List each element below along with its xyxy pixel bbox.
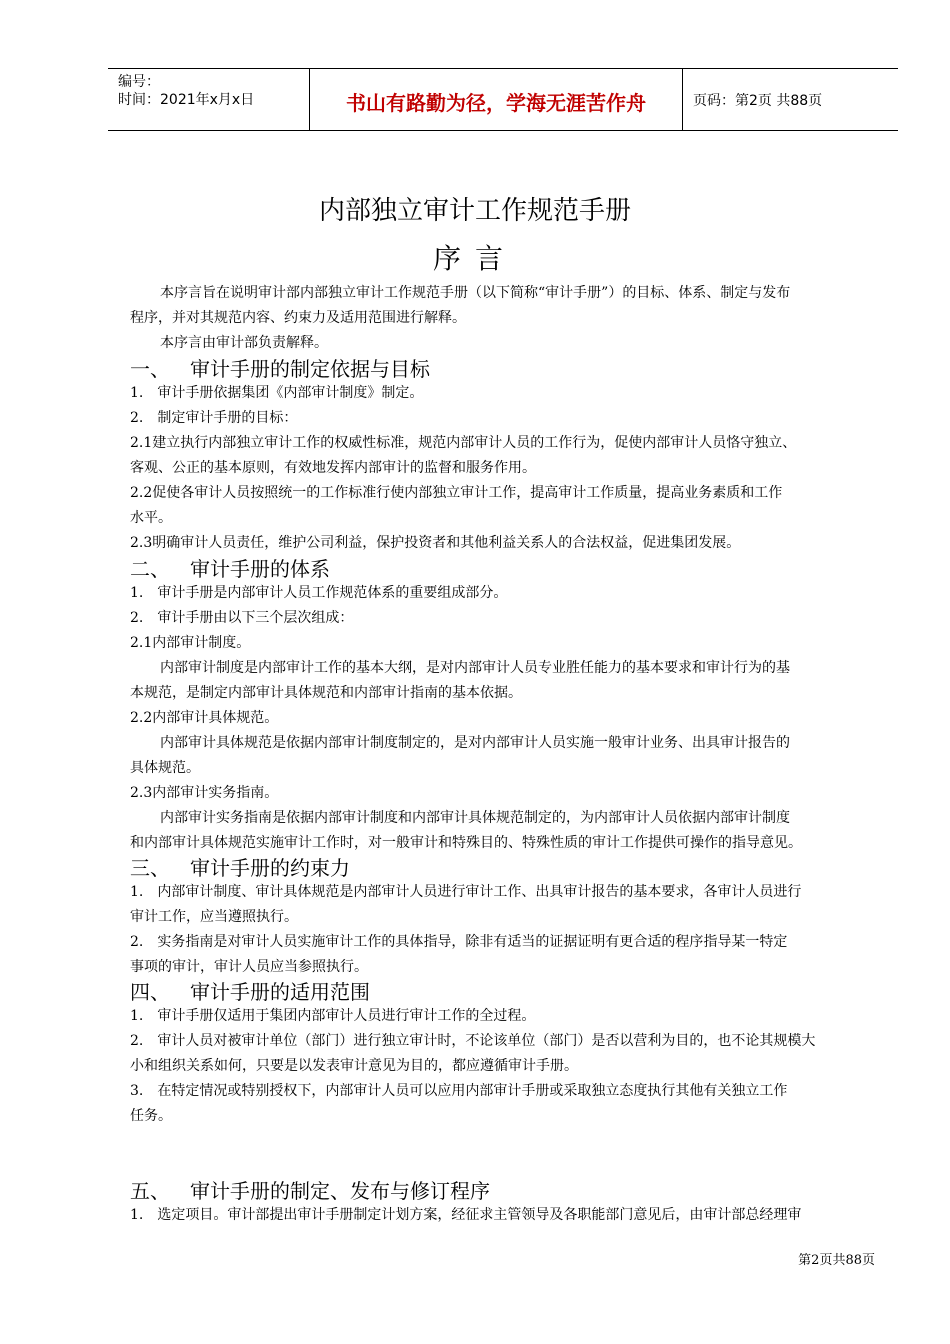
- section-title: 审计手册的制定依据与目标: [190, 357, 430, 381]
- list-item: 2.2促使各审计人员按照统一的工作标准行使内部独立审计工作，提高审计工作质量，提高业务素质和工作: [130, 485, 783, 501]
- section-title: 审计手册的体系: [190, 557, 330, 581]
- section-number: 四、: [130, 980, 170, 1004]
- page-info: 页码：第2页 共88页: [693, 93, 823, 109]
- page-footer: 第2页共88页: [798, 1253, 875, 1268]
- list-item: 2.1内部审计制度。: [130, 635, 251, 651]
- list-item: 1. 审计手册是内部审计人员工作规范体系的重要组成部分。: [130, 585, 508, 601]
- header-page-cell: [683, 69, 898, 130]
- list-item: 1. 审计手册依据集团《内部审计制度》制定。: [130, 385, 424, 401]
- serial-label: 编号：: [118, 74, 160, 90]
- list-item: 1. 内部审计制度、审计具体规范是内部审计人员进行审计工作、出具审计报告的基本要求，各审计人员进行: [130, 884, 802, 900]
- motto: 书山有路勤为径，学海无涯苦作舟: [346, 91, 646, 115]
- section-number: 五、: [130, 1179, 170, 1203]
- section-number: 三、: [130, 856, 170, 880]
- list-item: 2. 审计人员对被审计单位（部门）进行独立审计时，不论该单位（部门）是否以营利为目的，也不论其规模大: [130, 1033, 816, 1049]
- paragraph-line: 和内部审计具体规范实施审计工作时，对一般审计和特殊目的、特殊性质的审计工作提供可操作的指导意见。: [130, 835, 802, 851]
- paragraph-line: 本序言旨在说明审计部内部独立审计工作规范手册（以下简称“审计手册”）的目标、体系、制定与发布: [160, 285, 791, 301]
- section-title: 审计手册的制定、发布与修订程序: [190, 1179, 490, 1203]
- paragraph-line: 具体规范。: [130, 760, 200, 776]
- paragraph-line: 内部审计具体规范是依据内部审计制度制定的，是对内部审计人员实施一般审计业务、出具审计报告的: [160, 735, 790, 751]
- paragraph-line: 本规范，是制定内部审计具体规范和内部审计指南的基本依据。: [130, 685, 522, 701]
- document-title: 内部独立审计工作规范手册: [318, 196, 631, 226]
- section-title: 审计手册的约束力: [190, 856, 350, 880]
- list-item: 2.1建立执行内部独立审计工作的权威性标准，规范内部审计人员的工作行为，促使内部审计人员恪守独立、: [130, 435, 797, 451]
- time-label: 时间：2021年x月x日: [118, 92, 255, 108]
- list-item: 1. 审计手册仅适用于集团内部审计人员进行审计工作的全过程。: [130, 1008, 536, 1024]
- list-item: 2. 制定审计手册的目标：: [130, 410, 298, 426]
- list-item: 2.2内部审计具体规范。: [130, 710, 279, 726]
- list-item: 2. 实务指南是对审计人员实施审计工作的具体指导，除非有适当的证据证明有更合适的程序指导某一特定: [130, 934, 788, 950]
- paragraph-line: 程序，并对其规范内容、约束力及适用范围进行解释。: [130, 310, 466, 326]
- section-heading: [130, 852, 350, 881]
- section-number: 一、: [130, 357, 170, 381]
- list-item: 任务。: [130, 1108, 172, 1124]
- list-item: 小和组织关系如何，只要是以发表审计意见为目的，都应遵循审计手册。: [130, 1058, 578, 1074]
- section-title: 审计手册的适用范围: [190, 980, 370, 1004]
- section-number: 二、: [130, 557, 170, 581]
- list-item: 审计工作，应当遵照执行。: [130, 909, 298, 925]
- list-item: 水平。: [130, 510, 172, 526]
- list-item: 3. 在特定情况或特别授权下，内部审计人员可以应用内部审计手册或采取独立态度执行其他有关独立工作: [130, 1083, 788, 1099]
- list-item: 1. 选定项目。审计部提出审计手册制定计划方案，经征求主管领导及各职能部门意见后，由审计部总经理审: [130, 1207, 802, 1223]
- list-item: 事项的审计，审计人员应当参照执行。: [130, 959, 368, 975]
- section-heading: [130, 976, 370, 1005]
- list-item: 2.3明确审计人员责任，维护公司利益，保护投资者和其他利益关系人的合法权益，促进集团发展。: [130, 535, 741, 551]
- paragraph-line: 内部审计制度是内部审计工作的基本大纲，是对内部审计人员专业胜任能力的基本要求和审计行为的基: [160, 660, 790, 676]
- list-item: 客观、公正的基本原则，有效地发挥内部审计的监督和服务作用。: [130, 460, 536, 476]
- section-heading: [130, 353, 430, 382]
- header-motto-cell: [310, 69, 683, 130]
- header-info-cell: [108, 69, 310, 130]
- list-item: 2.3内部审计实务指南。: [130, 785, 279, 801]
- header-table: [108, 68, 898, 131]
- list-item: 2. 审计手册由以下三个层次组成：: [130, 610, 354, 626]
- section-heading: [130, 1175, 490, 1204]
- section-heading: [130, 553, 330, 582]
- document-subtitle: 序言: [432, 242, 517, 275]
- paragraph-line: 内部审计实务指南是依据内部审计制度和内部审计具体规范制定的，为内部审计人员依据内部审计制度: [160, 810, 790, 826]
- paragraph-line: 本序言由审计部负责解释。: [160, 335, 328, 351]
